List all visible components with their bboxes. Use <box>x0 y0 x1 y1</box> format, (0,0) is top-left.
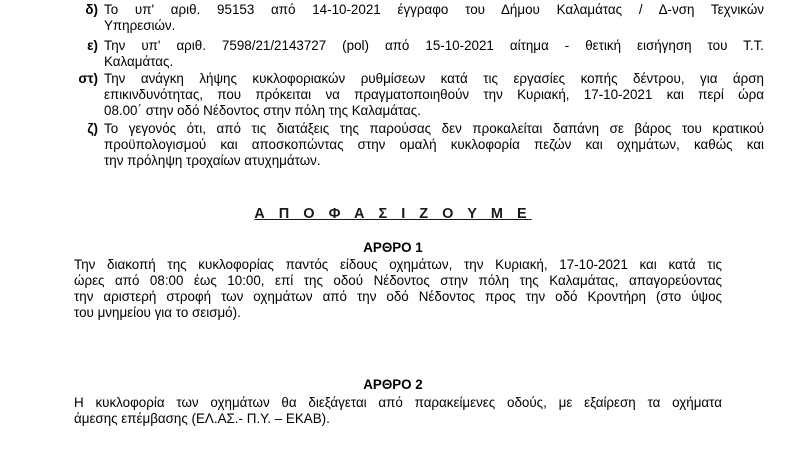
text-line: 08.00΄ στην οδό Νέδοντος στην πόλη της Καλαμάτας. <box>104 103 421 118</box>
text-line: Η κυκλοφορία των οχημάτων θα διεξάγεται από παρακείμενες οδούς, με εξαίρεση τα οχήματα <box>74 395 722 410</box>
article-1-body <box>74 257 722 321</box>
text-line: του μνημείου για το σεισμό). <box>74 305 241 320</box>
text-line: Την υπ' αριθ. 7598/21/2143727 (pol) από 15-10-2021 αίτημα - θετική εισήγηση του Τ.Τ. <box>104 38 764 53</box>
text-line: Το γεγονός ότι, από τις διατάξεις της παρούσας δεν προκαλείται δαπάνη σε βάρος του κρατικού <box>104 121 764 136</box>
recital-text <box>104 2 764 34</box>
article-2-title: ΑΡΘΡΟ 2 <box>363 377 423 392</box>
article-1-title: ΑΡΘΡΟ 1 <box>363 240 423 255</box>
text-line: Καλαμάτας. <box>104 54 174 69</box>
decision-heading-text: Α Π Ο Φ Α Σ Ι Ζ Ο Υ Μ Ε <box>254 206 532 222</box>
recital-label: δ) <box>85 2 98 17</box>
text-line: Το υπ' αριθ. 95153 από 14-10-2021 έγγραφο του Δήμου Καλαμάτας / Δ-νση Τεχνικών <box>104 2 764 17</box>
recital-label: ε) <box>87 38 98 53</box>
recital-label: ζ) <box>87 121 98 136</box>
recital-text <box>104 38 764 70</box>
text-line: προϋπολογισμού και αποσκοπώντας στην ομαλή κυκλοφορία πεζών και οχημάτων, καθώς και <box>104 137 764 152</box>
text-line: την πρόληψη τροχαίων ατυχημάτων. <box>104 153 321 168</box>
text-line: Την ανάγκη λήψης κυκλοφοριακών ρυθμίσεων κατά τις εργασίες κοπής δέντρου, για άρση <box>104 71 764 86</box>
text-line: επικινδυνότητας, που πρόκειται να πραγματοποιηθούν την Κυριακή, 17-10-2021 και περί ώρα <box>104 87 764 102</box>
text-line: ώρες από 08:00 έως 10:00, επί της οδού Νέδοντος στην πόλη της Καλαμάτας, απαγορεύοντας <box>74 273 722 288</box>
text-line: Υπηρεσιών. <box>104 18 176 33</box>
text-line: Την διακοπή της κυκλοφορίας παντός είδους οχημάτων, την Κυριακή, 17-10-2021 και κατά τις <box>74 257 722 272</box>
recital-text <box>104 71 764 119</box>
article-2-body <box>74 395 722 427</box>
recital-text <box>104 121 764 169</box>
text-line: άμεσης επέμβασης (ΕΛ.ΑΣ.- Π.Υ. – ΕΚΑΒ). <box>74 411 330 426</box>
decision-heading <box>0 206 786 222</box>
text-line: την αριστερή στροφή των οχημάτων από την οδό Νέδοντος προς την οδό Κροντήρη (στο ύψος <box>74 289 722 304</box>
recital-label: στ) <box>78 71 98 86</box>
